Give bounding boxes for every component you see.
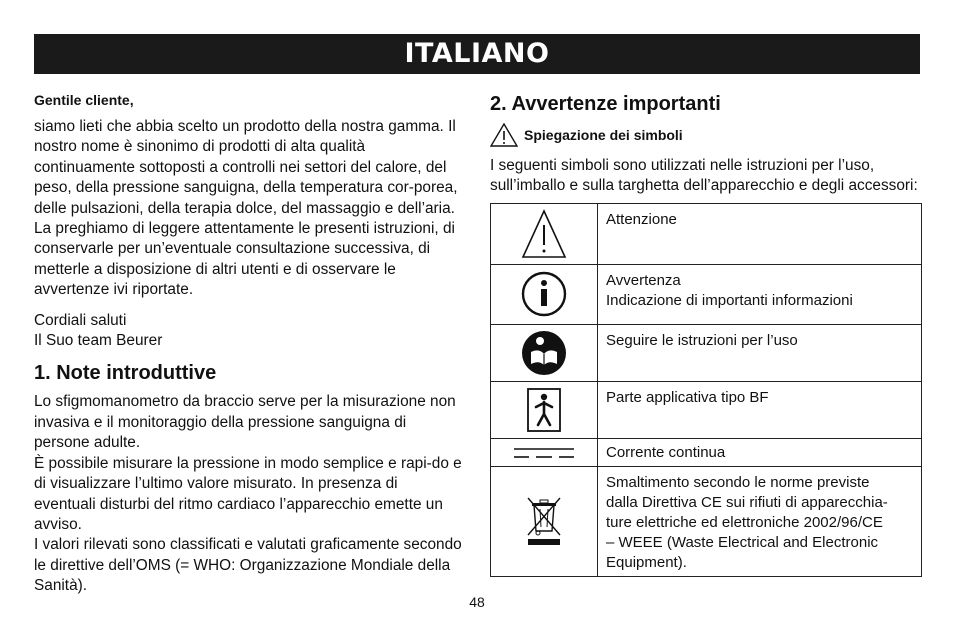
read-instructions-icon (521, 330, 567, 376)
table-row (491, 203, 922, 264)
info-icon (521, 271, 567, 317)
section2-title: 2. Avvertenze importanti (490, 93, 721, 115)
intro-paragraph: siamo lieti che abbia scelto un prodotto della nostra gamma. Il nostro nome è sinonimo di prodotti di alta qualità continuamente sottoposti a controlli nei settori del calore, del peso, della pressione sanguigna, della temperatura cor-porea, delle pulsazioni, della terapia dolce, del massaggio e dell’aria. La preghiamo di leggere attentamente le presenti istruzioni, di conservarle per un’eventuale consultazione successiva, di metterle a disposizione di altri utenti e di osservare le avvertenze ivi riportate. (34, 118, 458, 299)
symbol-description-line: Equipment). (606, 553, 687, 571)
weee-bin-icon (526, 495, 562, 547)
type-bf-icon (527, 388, 561, 432)
symbol-description-line: Smaltimento secondo le norme previste (606, 473, 870, 491)
symbol-description-line: Parte applicativa tipo BF (606, 388, 769, 406)
symbol-description-line: Seguire le istruzioni per l’uso (606, 331, 798, 349)
warning-triangle-icon (521, 209, 567, 259)
section1-paragraph-2: È possibile misurare la pressione in modo semplice e rapi-do e di visualizzare l’ultimo valore misurato. In presenza di eventuali disturbi del ritmo cardiaco l’apparecchio emette un avviso. (34, 454, 462, 533)
closing-line-1: Cordiali saluti (34, 311, 127, 329)
symbol-description-line: ture elettriche ed elettroniche 2002/96/CE (606, 513, 883, 531)
table-row (491, 381, 922, 438)
symbols-heading-label: Spiegazione dei simboli (524, 127, 683, 143)
symbols-description: I seguenti simboli sono utilizzati nelle istruzioni per l’uso, sull’imballo e sulla targhetta dell’apparecchio e degli accessori: (490, 157, 918, 195)
direct-current-icon (512, 445, 576, 461)
closing-line-2: Il Suo team Beurer (34, 332, 163, 350)
section1-paragraph-3: I valori rilevati sono classificati e valutati graficamente secondo le direttive dell’OMS (= WHO: Organizzazione Mondiale della Sanità). (34, 536, 462, 595)
symbols-heading (490, 123, 922, 147)
greeting: Gentile cliente, (34, 92, 134, 108)
symbol-description-line: Indicazione di importanti informazioni (606, 291, 853, 309)
section1-title: 1. Note introduttive (34, 362, 217, 385)
right-column (490, 92, 922, 577)
symbol-description-line: Attenzione (606, 210, 677, 228)
warning-triangle-icon (490, 123, 518, 147)
table-row (491, 264, 922, 324)
table-row (491, 438, 922, 466)
symbol-description-line: – WEEE (Waste Electrical and Electronic (606, 533, 879, 551)
language-header: ITALIANO (34, 34, 920, 74)
symbol-description-line: Avvertenza (606, 271, 681, 289)
page-number: 48 (469, 594, 485, 610)
table-row (491, 466, 922, 576)
table-row (491, 324, 922, 381)
symbol-description-line: Corrente continua (606, 443, 726, 461)
symbol-description-line: dalla Direttiva CE sui rifiuti di apparecchia- (606, 493, 888, 511)
section1-paragraph-1: Lo sfigmomanometro da braccio serve per la misurazione non invasiva e il monitoraggio della pressione sanguigna di persone adulte. (34, 393, 456, 452)
left-column (34, 92, 462, 597)
symbols-table (490, 203, 922, 577)
